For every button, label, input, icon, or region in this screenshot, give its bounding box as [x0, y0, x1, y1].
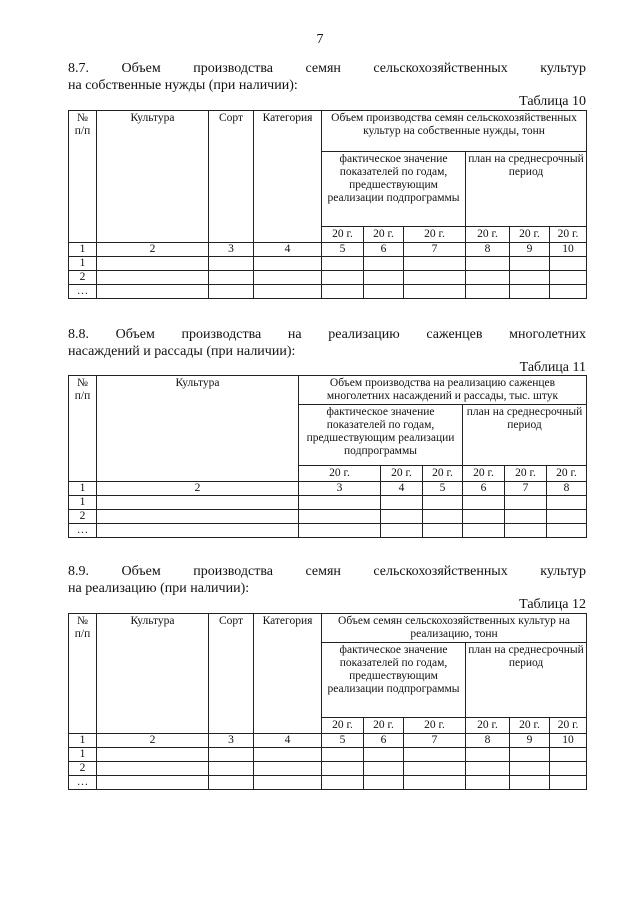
data-cell[interactable] — [322, 257, 364, 271]
row-label: 2 — [69, 762, 97, 776]
data-cell[interactable] — [510, 776, 550, 790]
col-num-header: № п/п — [69, 376, 97, 482]
fact-header: фактическое значение показателей по годам, предшествующим реализации подпрограммы — [322, 643, 466, 718]
data-cell[interactable] — [466, 257, 510, 271]
fact-header: фактическое значение показателей по годам, предшествующим реализации подпрограммы — [322, 152, 466, 227]
group-header: Объем производства на реализацию саженцев многолетних насаждений и рассады, тыс. штук — [299, 376, 587, 405]
index-cell: 5 — [423, 482, 463, 496]
table-10 — [68, 110, 587, 299]
index-cell: 2 — [97, 734, 209, 748]
data-cell[interactable] — [97, 762, 209, 776]
year-cell: 20 г. — [505, 466, 547, 482]
index-cell: 8 — [466, 243, 510, 257]
table-row — [69, 748, 587, 762]
data-cell[interactable] — [254, 776, 322, 790]
data-cell[interactable] — [505, 510, 547, 524]
section-8-8-heading-line1: 8.8. Объем производства на реализацию саженцев многолетних — [68, 327, 586, 342]
row-label: 1 — [69, 257, 97, 271]
data-cell[interactable] — [254, 748, 322, 762]
index-cell: 8 — [547, 482, 587, 496]
col-category-header: Категория — [254, 614, 322, 734]
data-cell[interactable] — [404, 748, 466, 762]
plan-header: план на среднесрочный период — [466, 152, 587, 227]
data-cell[interactable] — [423, 524, 463, 538]
data-cell[interactable] — [505, 496, 547, 510]
table-row — [69, 496, 587, 510]
index-cell: 2 — [97, 243, 209, 257]
section-8-8-heading — [68, 326, 586, 360]
data-cell[interactable] — [463, 496, 505, 510]
index-cell: 10 — [550, 734, 587, 748]
year-cell: 20 г. — [299, 466, 381, 482]
year-cell: 20 г. — [404, 718, 466, 734]
data-cell[interactable] — [364, 748, 404, 762]
year-cell: 20 г. — [404, 227, 466, 243]
data-cell[interactable] — [364, 285, 404, 299]
data-cell[interactable] — [510, 257, 550, 271]
table-12 — [68, 613, 587, 790]
index-cell: 1 — [69, 734, 97, 748]
data-cell[interactable] — [510, 748, 550, 762]
index-cell: 8 — [466, 734, 510, 748]
index-cell: 4 — [254, 243, 322, 257]
index-cell: 1 — [69, 482, 97, 496]
section-8-7-heading-line2: на собственные нужды (при наличии): — [68, 78, 298, 93]
fact-header: фактическое значение показателей по годам, предшествующим реализации подпрограммы — [299, 405, 463, 466]
table-row — [69, 510, 587, 524]
data-cell[interactable] — [550, 762, 587, 776]
data-cell[interactable] — [547, 524, 587, 538]
index-cell: 3 — [299, 482, 381, 496]
data-cell[interactable] — [209, 748, 254, 762]
table-row — [69, 762, 587, 776]
data-cell[interactable] — [510, 271, 550, 285]
data-cell[interactable] — [510, 762, 550, 776]
year-cell: 20 г. — [364, 718, 404, 734]
year-cell: 20 г. — [550, 718, 587, 734]
col-sort-header: Сорт — [209, 614, 254, 734]
plan-header: план на среднесрочный период — [466, 643, 587, 718]
data-cell[interactable] — [97, 285, 209, 299]
data-cell[interactable] — [466, 748, 510, 762]
row-label: … — [69, 285, 97, 299]
row-label: 1 — [69, 748, 97, 762]
data-cell[interactable] — [381, 510, 423, 524]
data-cell[interactable] — [299, 524, 381, 538]
data-cell[interactable] — [97, 257, 209, 271]
data-cell[interactable] — [550, 271, 587, 285]
data-cell[interactable] — [97, 524, 299, 538]
year-cell: 20 г. — [423, 466, 463, 482]
row-label: 1 — [69, 496, 97, 510]
col-culture-header: Культура — [97, 111, 209, 243]
data-cell[interactable] — [466, 762, 510, 776]
data-cell[interactable] — [364, 762, 404, 776]
data-cell[interactable] — [404, 762, 466, 776]
data-cell[interactable] — [209, 257, 254, 271]
data-cell[interactable] — [97, 271, 209, 285]
data-cell[interactable] — [322, 776, 364, 790]
group-header: Объем семян сельскохозяйственных культур на реализацию, тонн — [322, 614, 587, 643]
col-sort-header: Сорт — [209, 111, 254, 243]
data-cell[interactable] — [381, 496, 423, 510]
data-cell[interactable] — [364, 257, 404, 271]
index-cell: 4 — [254, 734, 322, 748]
year-cell: 20 г. — [322, 718, 364, 734]
data-cell[interactable] — [97, 748, 209, 762]
year-cell: 20 г. — [510, 227, 550, 243]
data-cell[interactable] — [547, 496, 587, 510]
data-cell[interactable] — [466, 271, 510, 285]
table-11-caption: Таблица 11 — [519, 360, 586, 375]
table-row — [69, 271, 587, 285]
data-cell[interactable] — [254, 257, 322, 271]
index-cell: 3 — [209, 734, 254, 748]
data-cell[interactable] — [209, 776, 254, 790]
data-cell[interactable] — [404, 776, 466, 790]
plan-header: план на среднесрочный период — [463, 405, 587, 466]
data-cell[interactable] — [547, 510, 587, 524]
col-category-header: Категория — [254, 111, 322, 243]
data-cell[interactable] — [209, 271, 254, 285]
data-cell[interactable] — [381, 524, 423, 538]
index-cell: 9 — [510, 243, 550, 257]
index-cell: 6 — [364, 243, 404, 257]
table-row — [69, 285, 587, 299]
section-8-9-heading — [68, 563, 586, 597]
table-12-caption: Таблица 12 — [519, 597, 586, 612]
row-label: … — [69, 524, 97, 538]
col-num-header: № п/п — [69, 614, 97, 734]
table-10-caption: Таблица 10 — [519, 94, 586, 109]
data-cell[interactable] — [97, 510, 299, 524]
data-cell[interactable] — [466, 776, 510, 790]
section-8-9-heading-line2: на реализацию (при наличии): — [68, 581, 250, 596]
section-8-9-heading-line1: 8.9. Объем производства семян сельскохозяйственных культур — [68, 564, 586, 579]
index-cell: 1 — [69, 243, 97, 257]
data-cell[interactable] — [550, 748, 587, 762]
index-cell: 9 — [510, 734, 550, 748]
data-cell[interactable] — [254, 271, 322, 285]
year-cell: 20 г. — [466, 227, 510, 243]
data-cell[interactable] — [322, 748, 364, 762]
section-8-8-heading-line2: насаждений и рассады (при наличии): — [68, 344, 296, 359]
index-cell: 10 — [550, 243, 587, 257]
data-cell[interactable] — [254, 285, 322, 299]
row-label: 2 — [69, 271, 97, 285]
year-cell: 20 г. — [463, 466, 505, 482]
data-cell[interactable] — [510, 285, 550, 299]
col-culture-header: Культура — [97, 376, 299, 482]
data-cell[interactable] — [505, 524, 547, 538]
section-8-7-heading-line1: 8.7. Объем производства семян сельскохозяйственных культур — [68, 61, 586, 76]
index-cell: 7 — [404, 243, 466, 257]
data-cell[interactable] — [550, 285, 587, 299]
data-cell[interactable] — [322, 271, 364, 285]
index-cell: 6 — [364, 734, 404, 748]
index-cell: 5 — [322, 243, 364, 257]
year-cell: 20 г. — [550, 227, 587, 243]
data-cell[interactable] — [404, 257, 466, 271]
data-cell[interactable] — [550, 257, 587, 271]
data-cell[interactable] — [209, 762, 254, 776]
table-11 — [68, 375, 587, 538]
table-row — [69, 776, 587, 790]
row-label: 2 — [69, 510, 97, 524]
data-cell[interactable] — [466, 285, 510, 299]
index-cell: 4 — [381, 482, 423, 496]
row-label: … — [69, 776, 97, 790]
col-num-header: № п/п — [69, 111, 97, 243]
data-cell[interactable] — [463, 510, 505, 524]
index-cell: 6 — [463, 482, 505, 496]
index-cell: 2 — [97, 482, 299, 496]
data-cell[interactable] — [423, 496, 463, 510]
data-cell[interactable] — [97, 496, 299, 510]
index-cell: 3 — [209, 243, 254, 257]
year-cell: 20 г. — [547, 466, 587, 482]
year-cell: 20 г. — [510, 718, 550, 734]
data-cell[interactable] — [322, 762, 364, 776]
index-cell: 5 — [322, 734, 364, 748]
index-cell: 7 — [505, 482, 547, 496]
data-cell[interactable] — [404, 285, 466, 299]
year-cell: 20 г. — [322, 227, 364, 243]
data-cell[interactable] — [364, 776, 404, 790]
table-row — [69, 524, 587, 538]
year-cell: 20 г. — [364, 227, 404, 243]
data-cell[interactable] — [322, 285, 364, 299]
data-cell[interactable] — [209, 285, 254, 299]
data-cell[interactable] — [463, 524, 505, 538]
data-cell[interactable] — [423, 510, 463, 524]
data-cell[interactable] — [254, 762, 322, 776]
data-cell[interactable] — [97, 776, 209, 790]
year-cell: 20 г. — [466, 718, 510, 734]
data-cell[interactable] — [550, 776, 587, 790]
year-cell: 20 г. — [381, 466, 423, 482]
data-cell[interactable] — [299, 510, 381, 524]
col-culture-header: Культура — [97, 614, 209, 734]
data-cell[interactable] — [404, 271, 466, 285]
section-8-7-heading — [68, 60, 586, 94]
group-header: Объем производства семян сельскохозяйственных культур на собственные нужды, тонн — [322, 111, 587, 152]
data-cell[interactable] — [364, 271, 404, 285]
table-row — [69, 257, 587, 271]
data-cell[interactable] — [299, 496, 381, 510]
index-cell: 7 — [404, 734, 466, 748]
page-number: 7 — [316, 32, 324, 47]
